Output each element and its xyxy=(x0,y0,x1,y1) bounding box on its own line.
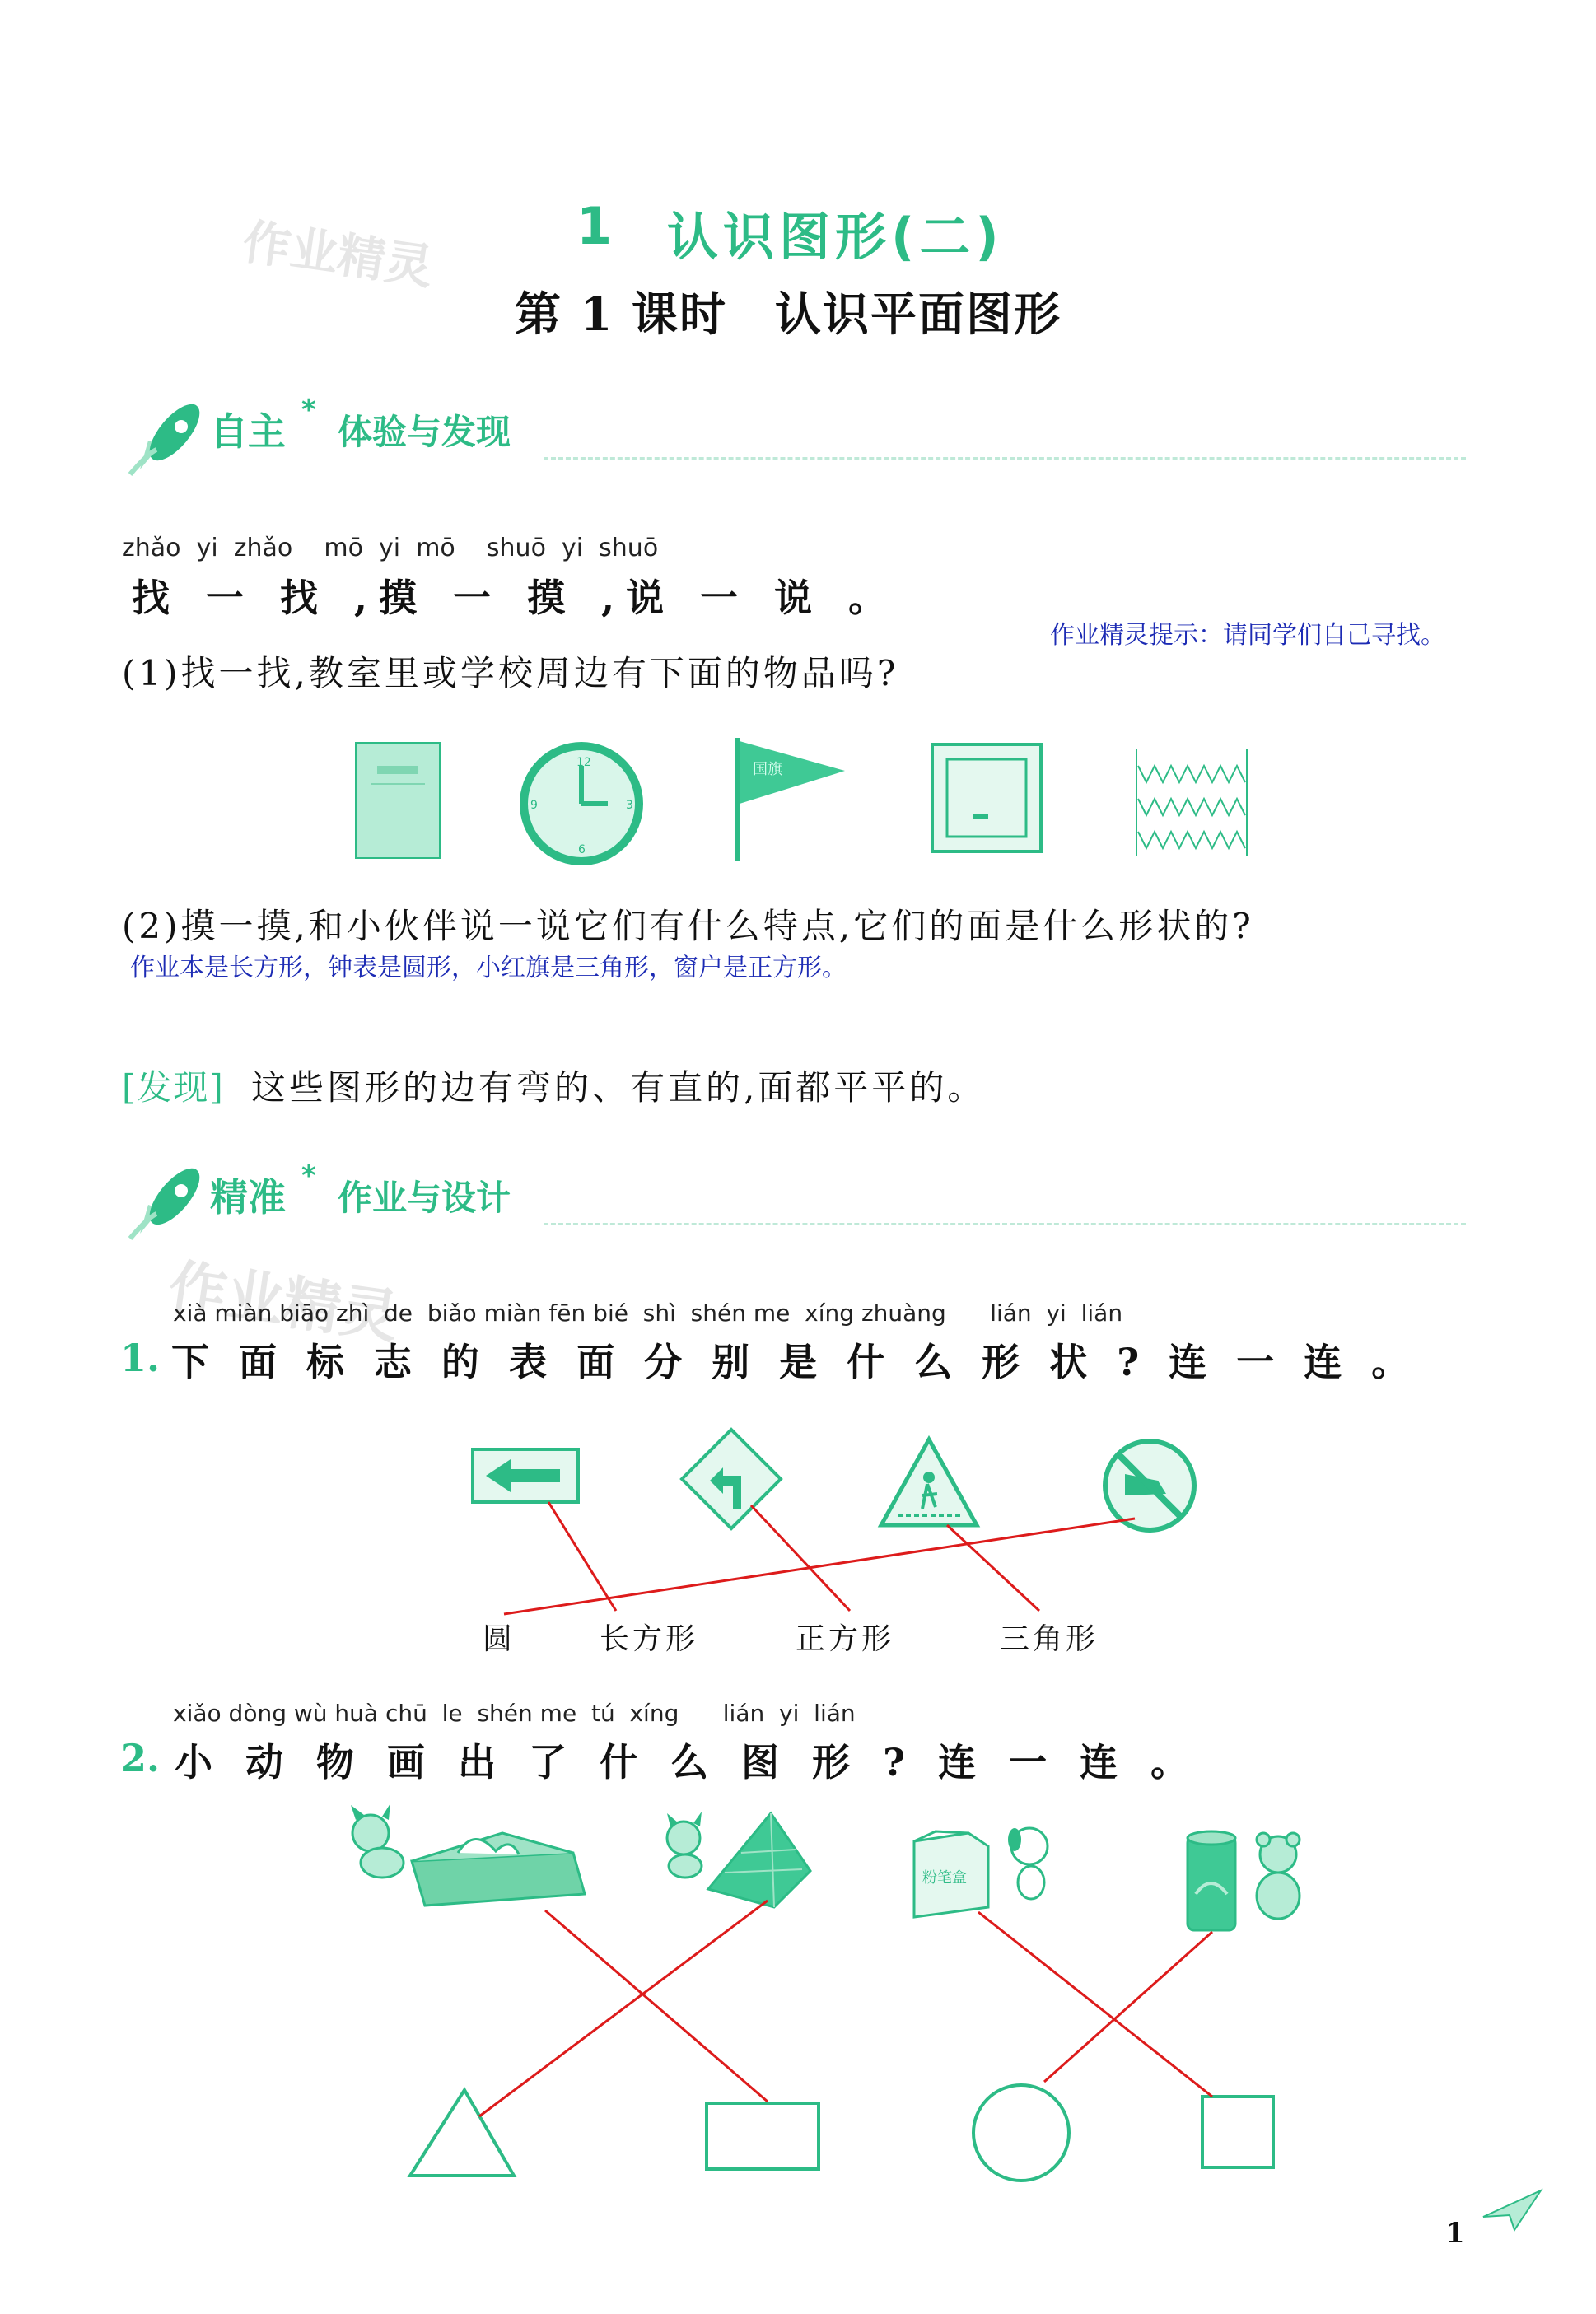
fox-with-tissue-box-icon xyxy=(351,1803,585,1906)
hint-text: 作业精灵提示：请同学们自己寻找。 xyxy=(1050,621,1445,650)
section-subtitle: 作业与设计 xyxy=(338,1178,511,1218)
svg-text:3: 3 xyxy=(626,799,633,812)
rectangle-shape xyxy=(707,2103,819,2169)
question-2: (2)摸一摸,和小伙伴说一说它们有什么特点,它们的面是什么形状的? xyxy=(122,906,1254,946)
no-horn-circle-sign-icon xyxy=(1105,1441,1194,1530)
star-icon: * xyxy=(301,1159,316,1192)
arrow-left-sign-icon xyxy=(473,1449,578,1502)
pedestrian-triangle-sign-icon xyxy=(881,1439,977,1525)
ex1-figure xyxy=(461,1416,1252,1631)
ex2-figure xyxy=(313,1803,1351,2199)
page-number: 1 xyxy=(1445,2217,1465,2250)
watermark: 作业精灵 xyxy=(239,213,436,296)
activity-stem: 找 一 找 ,摸 一 摸 ,说 一 说 。 xyxy=(132,576,898,620)
ex1-stem: 下 面 标 志 的 表 面 分 别 是 什 么 形 状 ? 连 一 连 。 xyxy=(171,1340,1418,1384)
svg-text:9: 9 xyxy=(530,799,538,812)
question-1: (1)找一找,教室里或学校周边有下面的物品吗? xyxy=(122,653,899,693)
discover-text: 这些图形的边有弯的、有直的,面都平平的。 xyxy=(251,1067,986,1108)
lesson-title: 第 1 课时 认识平面图形 xyxy=(515,287,1062,342)
label-rectangle: 长方形 xyxy=(600,1622,699,1656)
ex2-number: 2. xyxy=(120,1736,161,1780)
paper-plane-icon xyxy=(1478,2184,1544,2233)
ex2-pinyin: xiǎo dòng wù huà chū le shén me tú xíng lián yi lián xyxy=(173,1700,856,1727)
section-subtitle: 体验与发现 xyxy=(338,412,511,452)
puppy-with-chalk-box-icon xyxy=(914,1828,1048,1917)
svg-text:12: 12 xyxy=(576,756,591,769)
svg-text:国旗: 国旗 xyxy=(753,761,782,778)
window-icon xyxy=(932,744,1041,851)
watermark: 作业精灵 xyxy=(164,1252,403,1352)
star-icon: * xyxy=(301,394,316,427)
label-triangle: 三角形 xyxy=(1000,1622,1099,1656)
cat-with-pyramid-icon xyxy=(667,1812,810,1907)
chapter-title: 认识图形(二) xyxy=(667,207,1004,267)
bear-with-can-icon xyxy=(1188,1831,1300,1930)
clock-icon xyxy=(524,746,639,861)
fence-icon xyxy=(1136,749,1247,856)
section-head: 自主 xyxy=(210,409,286,454)
activity-pinyin: zhǎo yi zhǎo mō yi mō shuō yi shuō xyxy=(122,534,659,562)
flag-icon xyxy=(737,738,845,861)
ex2-stem: 小 动 物 画 出 了 什 么 图 形 ? 连 一 连 。 xyxy=(175,1740,1199,1784)
discover-label: [发现] xyxy=(122,1067,225,1108)
chapter-number: 1 xyxy=(576,196,618,256)
answer-2: 作业本是长方形，钟表是圆形，小红旗是三角形，窗户是正方形。 xyxy=(130,954,847,982)
svg-text:粉笔盒: 粉笔盒 xyxy=(922,1869,967,1887)
square-shape xyxy=(1202,2097,1273,2167)
notebook-icon xyxy=(356,743,440,858)
turn-left-diamond-sign-icon xyxy=(682,1430,781,1528)
ex1-pinyin: xià miàn biāo zhì de biǎo miàn fēn bié shì shén me xíng zhuàng lián yi lián xyxy=(173,1299,1123,1327)
circle-shape xyxy=(973,2085,1069,2181)
section-divider xyxy=(544,1223,1466,1225)
objects-row xyxy=(346,733,1268,865)
section-head: 精准 xyxy=(210,1175,286,1220)
section-divider xyxy=(544,457,1466,460)
rocket-icon xyxy=(124,395,214,478)
label-square: 正方形 xyxy=(796,1622,895,1656)
rocket-icon xyxy=(124,1159,214,1242)
label-circle: 圆 xyxy=(483,1622,516,1656)
ex1-number: 1. xyxy=(120,1336,161,1380)
svg-text:6: 6 xyxy=(578,843,586,856)
